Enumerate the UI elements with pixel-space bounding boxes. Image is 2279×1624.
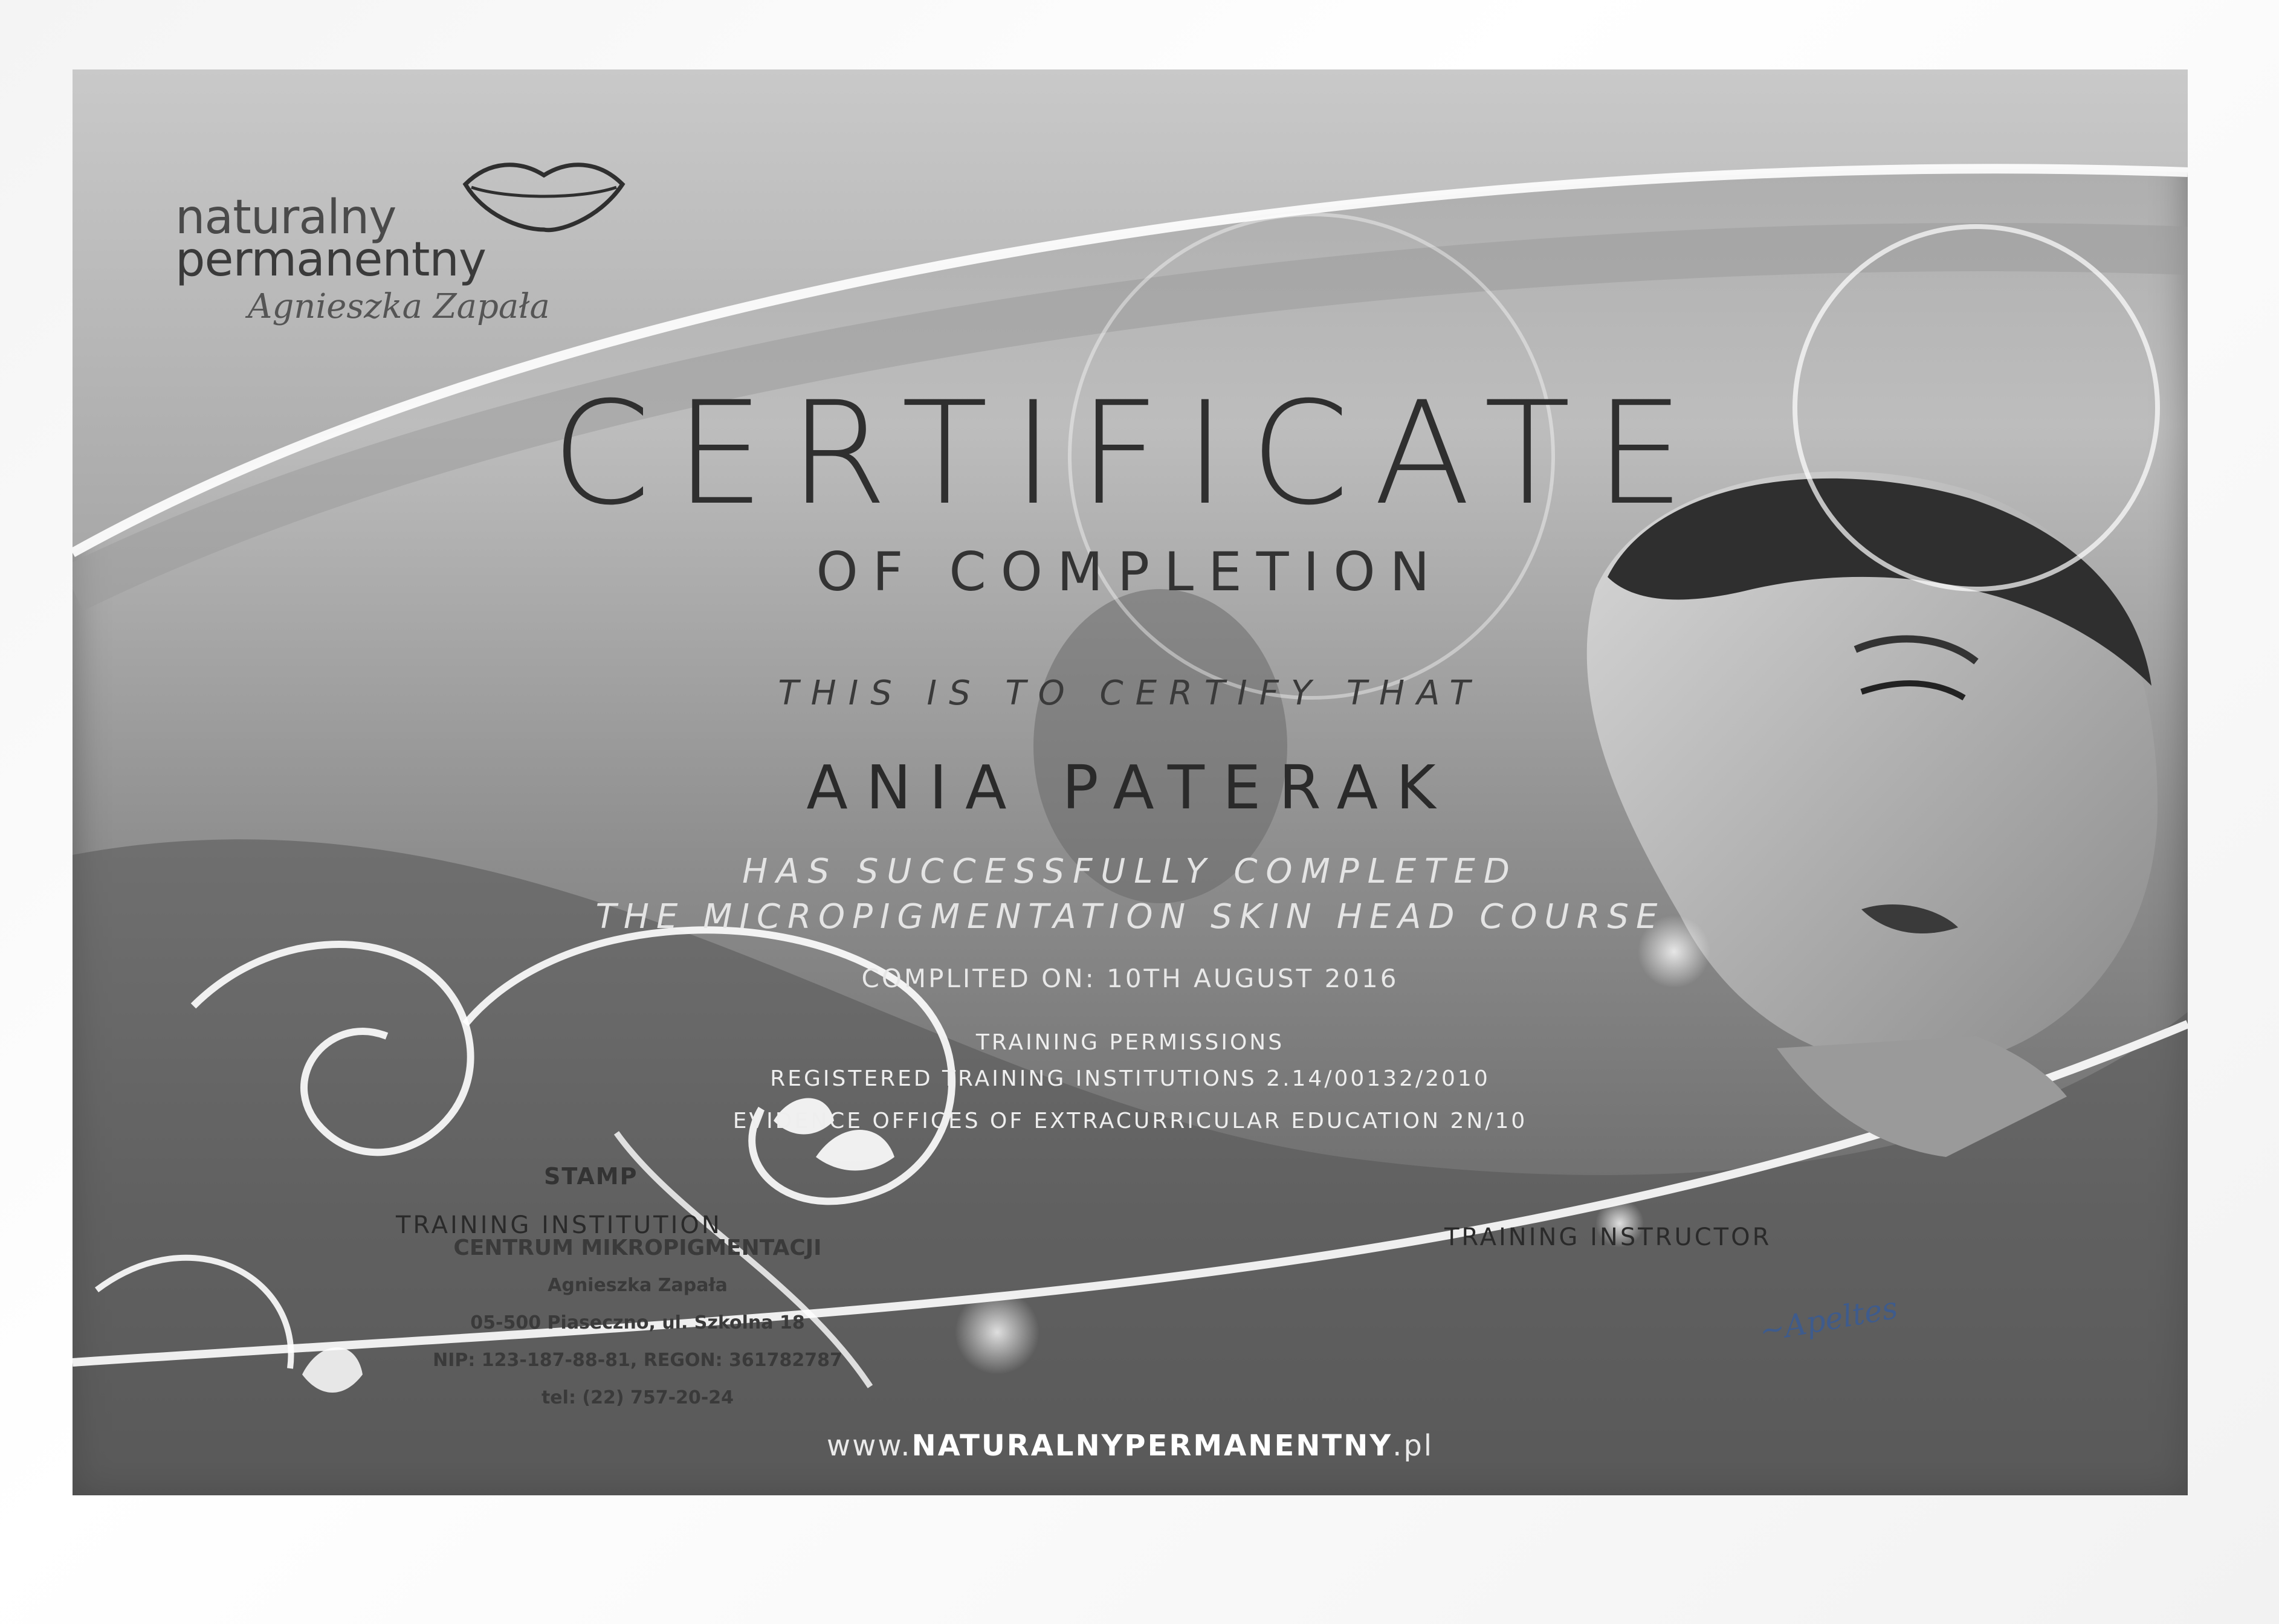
completion-date: COMPLITED ON: 10TH AUGUST 2016 [861,964,1399,993]
completion-line-2: THE MICROPIGMENTATION SKIN HEAD COURSE [595,897,1665,936]
permission-2: EVIDENCE OFFICES OF EXTRACURRICULAR EDUCATION 2N/10 [732,1109,1528,1133]
certificate-title: CERTIFICATE [551,372,1709,536]
website-domain: NATURALNYPERMANENTNY [911,1429,1393,1463]
logo-text-naturalny: naturalny [175,190,396,245]
certify-text: THIS IS TO CERTIFY THAT [778,674,1482,713]
training-institution-label: TRAINING INSTITUTION [396,1211,722,1239]
completion-line-1: HAS SUCCESSFULLY COMPLETED [742,852,1518,891]
instructor-signature: ~Apeltes [1756,1290,1901,1349]
stamp-line-1: CENTRUM MIKROPIGMENTACJI [453,1236,822,1260]
stamp-line-3: 05-500 Piaseczno, ul. Szkolna 18 [470,1312,805,1333]
certificate [73,69,2188,1495]
stamp-line-4: NIP: 123-187-88-81, REGON: 361782787 [433,1350,842,1371]
training-instructor-label: TRAINING INSTRUCTOR [1444,1223,1772,1251]
permission-1: REGISTERED TRAINING INSTITUTIONS 2.14/00132/2010 [770,1066,1490,1091]
certificate-subtitle: OF COMPLETION [816,541,1444,603]
stamp-line-2: Agnieszka Zapała [548,1275,728,1296]
light-glow-1 [955,1290,1039,1374]
stamp-label: STAMP [544,1163,638,1190]
stamp-line-5: tel: (22) 757-20-24 [541,1387,734,1408]
website-url [73,1429,2188,1463]
website-suffix: .pl [1392,1429,1434,1463]
logo-text-permanentny: permanentny [175,233,487,287]
website-prefix: www. [826,1429,912,1463]
recipient-name: ANIA PATERAK [806,752,1454,823]
permissions-heading: TRAINING PERMISSIONS [975,1030,1285,1055]
institution-stamp [387,1229,888,1417]
logo-signature: Agnieszka Zapała [248,287,550,326]
